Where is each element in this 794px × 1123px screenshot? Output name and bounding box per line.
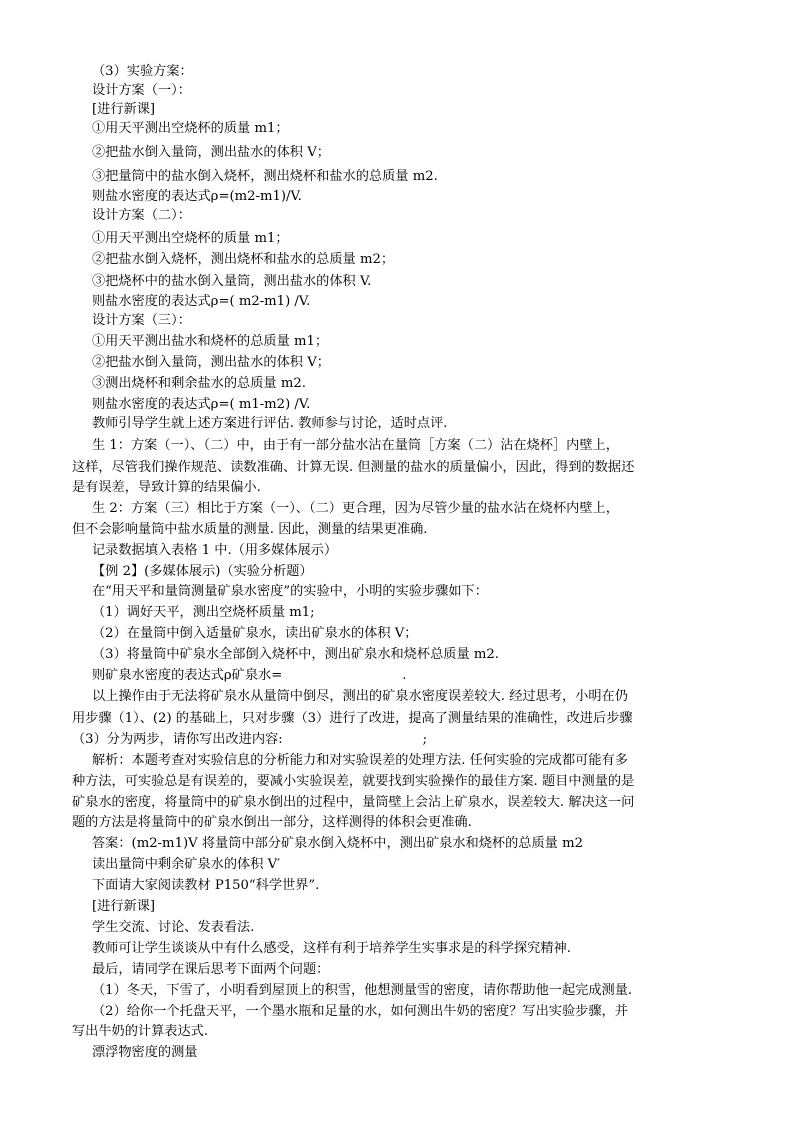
text-line: 写出牛奶的计算表达式.	[72, 1024, 209, 1039]
text-line: [进行新课]	[92, 102, 156, 117]
text-line: 最后，请同学在课后思考下面两个问题：	[92, 962, 330, 977]
text-line: 学生交流、讨论、发表看法.	[92, 920, 255, 935]
text-line: ②把盐水倒入量筒，测出盐水的体积 V；	[92, 145, 330, 160]
text-line: ③测出烧杯和剩余盐水的总质量 m2.	[92, 376, 306, 391]
text-line: （2）给你一个托盘天平，一个墨水瓶和足量的水，如何测出牛奶的密度？写出实验步骤，并	[92, 1004, 628, 1019]
text-line: ①用天平测出空烧杯的质量 m1；	[92, 121, 289, 136]
text-line: 设计方案（三）：	[92, 313, 191, 328]
text-line: 生 1：方案（一）、（二）中，由于有一部分盐水沾在量筒［方案（二）沾在烧杯］内壁上，	[92, 438, 619, 453]
text-line: 设计方案（一）：	[92, 83, 191, 98]
text-line: 读出量筒中剩余矿泉水的体积 V′	[92, 857, 281, 872]
text-line: 矿泉水的密度，将量筒中的矿泉水倒出的过程中，量筒壁上会沾上矿泉水，误差较大. 解决这一问	[72, 795, 635, 810]
text-segment: 则矿泉水密度的表达式ρ矿泉水=	[92, 668, 283, 683]
text-line: 则盐水密度的表达式ρ=(m2-m1)/V.	[92, 189, 302, 204]
text-line: （2）在量筒中倒入适量矿泉水，读出矿泉水的体积 V；	[92, 626, 418, 641]
text-line: ①用天平测出盐水和烧杯的总质量 m1；	[92, 334, 329, 349]
text-line	[72, 730, 427, 749]
text-line: 【例 2】(多媒体展示)（实验分析题）	[92, 564, 313, 579]
text-line: ②把盐水倒入烧杯，测出烧杯和盐水的总质量 m2；	[92, 252, 395, 267]
text-line	[92, 666, 406, 685]
text-line: 在“用天平和量筒测量矿泉水密度”的实验中，小明的实验步骤如下：	[92, 584, 488, 599]
text-line: ②把盐水倒入量筒，测出盐水的体积 V；	[92, 355, 330, 370]
text-line: 生 2：方案（三）相比于方案（一）、（二）更合理，因为尽管少量的盐水沾在烧杯内壁上，	[92, 501, 619, 516]
text-line: 教师可让学生谈谈从中有什么感受，这样有利于培养学生实事求是的科学探究精神.	[92, 941, 571, 956]
text-segment: .	[402, 668, 407, 683]
text-line: 漂浮物密度的测量	[92, 1045, 198, 1060]
text-line: 记录数据填入表格 1 中.（用多媒体展示）	[92, 543, 338, 558]
text-line: ①用天平测出空烧杯的质量 m1；	[92, 231, 289, 246]
text-segment: （3）分为两步，请你写出改进内容:	[72, 732, 283, 747]
text-line: 用步骤（1）、(2) 的基础上，只对步骤（3）进行了改进，提高了测量结果的准确性，改进后步骤	[72, 711, 633, 726]
text-line: （3）将量筒中矿泉水全部倒入烧杯中，测出矿泉水和烧杯总质量 m2.	[92, 647, 499, 662]
text-line: （1）调好天平，测出空烧杯质量 m1;	[92, 605, 315, 620]
text-line: （3）实验方案：	[92, 64, 193, 79]
text-line: 但不会影响量筒中盐水质量的测量. 因此，测量的结果更准确.	[72, 522, 428, 537]
text-line: 则盐水密度的表达式ρ=( m2-m1) /V.	[92, 294, 311, 309]
text-line: 下面请大家阅读教材 P150“科学世界”.	[92, 878, 320, 893]
text-line: （1）冬天，下雪了，小明看到屋顶上的积雪，他想测量雪的密度，请你帮助他一起完成测量.	[92, 983, 633, 998]
text-line: 则盐水密度的表达式ρ=( m1-m2) /V.	[92, 397, 311, 412]
text-line: 这样，尽管我们操作规范、读数准确、计算无误. 但测量的盐水的质量偏小，因此，得到的数据还	[72, 460, 635, 475]
text-line: 教师引导学生就上述方案进行评估. 教师参与讨论，适时点评.	[92, 416, 448, 431]
text-line: [进行新课]	[92, 899, 156, 914]
text-line: 是有误差，导致计算的结果偏小.	[72, 480, 261, 495]
text-line: 题的方法是将量筒中的矿泉水倒出一部分，这样测得的体积会更准确.	[72, 815, 472, 830]
text-line: 解析：本题考查对实验信息的分析能力和对实验误差的处理方法. 任何实验的完成都可能有多	[92, 753, 628, 768]
text-segment: ;	[422, 732, 428, 747]
text-line: ③把烧杯中的盐水倒入量筒，测出盐水的体积 V.	[92, 274, 372, 289]
text-line: ③把量筒中的盐水倒入烧杯，测出烧杯和盐水的总质量 m2.	[92, 169, 438, 184]
text-line: 种方法，可实验总是有误差的，要减小实验误差，就要找到实验操作的最佳方案. 题目中测量的是	[72, 774, 635, 789]
text-line: 答案：(m2-m1)V 将量筒中部分矿泉水倒入烧杯中，测出矿泉水和烧杯的总质量 m2	[92, 836, 583, 851]
text-line: 设计方案（二）：	[92, 208, 191, 223]
text-line: 以上操作由于无法将矿泉水从量筒中倒尽，测出的矿泉水密度误差较大. 经过思考，小明在仍	[92, 689, 628, 704]
